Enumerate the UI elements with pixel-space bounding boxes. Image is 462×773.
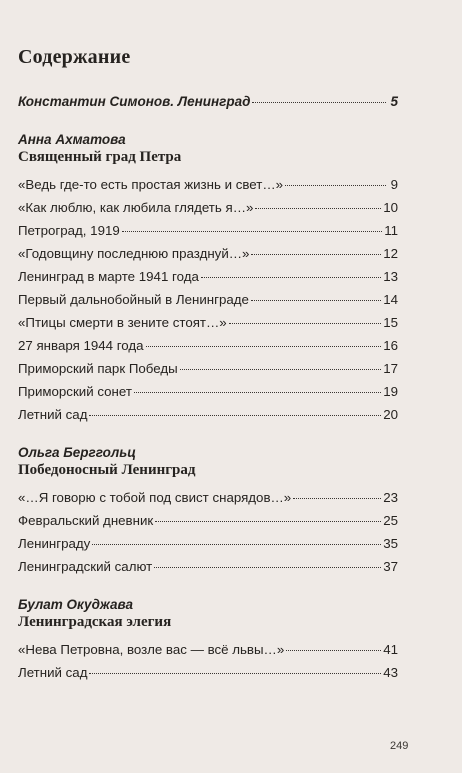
dot-leader — [89, 415, 381, 416]
dot-leader — [134, 392, 381, 393]
section-cycle-title: Ленинградская элегия — [18, 614, 172, 630]
section-author: Булат Окуджава — [18, 597, 134, 612]
dot-leader — [146, 346, 382, 347]
toc-entry-page: 14 — [383, 292, 398, 307]
page-title: Содержание — [18, 46, 131, 68]
toc-entry[interactable] — [18, 219, 398, 242]
dot-leader — [252, 102, 386, 103]
toc-entry[interactable] — [18, 532, 398, 555]
toc-entry[interactable] — [18, 242, 398, 265]
toc-entry-page: 12 — [383, 246, 398, 261]
toc-entry-page: 11 — [384, 223, 398, 238]
toc-section-berggolts — [18, 445, 398, 578]
toc-section-akhmatova — [18, 132, 398, 426]
dot-leader — [255, 208, 381, 209]
toc-entry-intro[interactable] — [18, 90, 398, 113]
dot-leader — [251, 300, 381, 301]
toc-entry-page: 10 — [383, 200, 398, 215]
toc-entry[interactable] — [18, 403, 398, 426]
toc-entry[interactable] — [18, 380, 398, 403]
toc-entry-page: 35 — [383, 536, 398, 551]
toc-entry-label: Константин Симонов. Ленинград — [18, 94, 251, 109]
dot-leader — [251, 254, 381, 255]
toc-section-okudzhava — [18, 597, 398, 684]
toc-entry[interactable] — [18, 661, 398, 684]
toc-entry-page: 17 — [383, 361, 398, 376]
toc-entry[interactable] — [18, 196, 398, 219]
toc-entry[interactable] — [18, 638, 398, 661]
toc-entry-page: 20 — [383, 407, 398, 422]
section-cycle-title: Священный град Петра — [18, 149, 182, 165]
dot-leader — [285, 185, 386, 186]
dot-leader — [92, 544, 381, 545]
toc-entry-label: Февральский дневник — [18, 513, 154, 528]
toc-entry-page: 9 — [390, 177, 398, 192]
toc-entry-page: 25 — [383, 513, 398, 528]
toc-entry-label: «Как люблю, как любила глядеть я…» — [18, 200, 254, 215]
toc-entry[interactable] — [18, 288, 398, 311]
toc-entry-page: 23 — [383, 490, 398, 505]
toc-entry-page: 19 — [383, 384, 398, 399]
toc-entry-label: 27 января 1944 года — [18, 338, 144, 353]
toc-entry-label: «Годовщину последнюю празднуй…» — [18, 246, 250, 261]
dot-leader — [201, 277, 381, 278]
toc-entry-label: Приморский сонет — [18, 384, 132, 399]
toc-entry-label: «Нева Петровна, возле вас — всё львы…» — [18, 642, 285, 657]
dot-leader — [122, 231, 382, 232]
toc-entry-label: Первый дальнобойный в Ленинграде — [18, 292, 249, 307]
toc-entry-label: Петроград, 1919 — [18, 223, 120, 238]
toc-entry-page: 41 — [383, 642, 398, 657]
dot-leader — [180, 369, 382, 370]
toc-entry-label: Летний сад — [18, 407, 88, 422]
toc-entry[interactable] — [18, 486, 398, 509]
toc-entry-label: Приморский парк Победы — [18, 361, 178, 376]
dot-leader — [293, 498, 381, 499]
toc-entry[interactable] — [18, 357, 398, 380]
toc-entry-page: 43 — [383, 665, 398, 680]
dot-leader — [89, 673, 381, 674]
toc-entry[interactable] — [18, 265, 398, 288]
toc-entry-label: Летний сад — [18, 665, 88, 680]
page-number: 249 — [390, 740, 409, 752]
toc-entry-label: Ленинграду — [18, 536, 91, 551]
section-cycle-title: Победоносный Ленинград — [18, 462, 196, 478]
table-of-contents — [18, 90, 398, 703]
toc-entry[interactable] — [18, 555, 398, 578]
toc-entry-page: 16 — [383, 338, 398, 353]
toc-entry[interactable] — [18, 509, 398, 532]
section-author: Анна Ахматова — [18, 132, 126, 147]
toc-entry[interactable] — [18, 311, 398, 334]
toc-entry-page: 37 — [383, 559, 398, 574]
section-author: Ольга Берггольц — [18, 445, 136, 460]
dot-leader — [154, 567, 381, 568]
dot-leader — [155, 521, 381, 522]
dot-leader — [286, 650, 381, 651]
toc-entry-label: «Птицы смерти в зените стоят…» — [18, 315, 227, 330]
toc-entry-page: 5 — [390, 94, 398, 109]
toc-intro — [18, 90, 398, 113]
dot-leader — [229, 323, 381, 324]
toc-entry-page: 13 — [383, 269, 398, 284]
toc-entry-label: «…Я говорю с тобой под свист снарядов…» — [18, 490, 292, 505]
toc-entry-label: Ленинград в марте 1941 года — [18, 269, 199, 284]
toc-entry-page: 15 — [383, 315, 398, 330]
toc-entry-label: Ленинградский салют — [18, 559, 153, 574]
toc-entry[interactable] — [18, 173, 398, 196]
toc-entry[interactable] — [18, 334, 398, 357]
toc-entry-label: «Ведь где-то есть простая жизнь и свет…» — [18, 177, 284, 192]
